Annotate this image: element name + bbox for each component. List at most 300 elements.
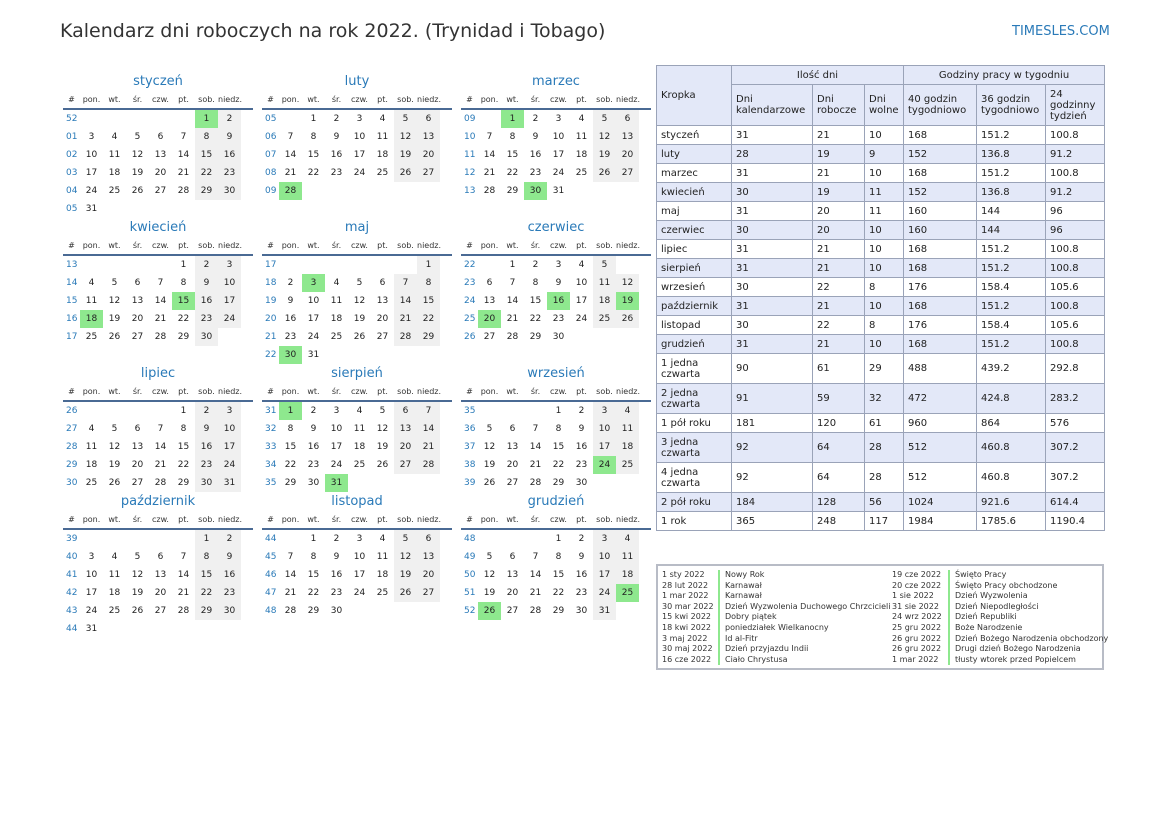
day-cell[interactable]: 16 <box>195 438 218 456</box>
day-cell[interactable]: 28 <box>177 606 190 616</box>
day-cell[interactable]: 29 <box>506 186 519 196</box>
day-cell[interactable]: 11 <box>376 132 389 142</box>
day-cell[interactable]: 19 <box>483 588 496 598</box>
day-cell[interactable]: 7 <box>287 552 294 562</box>
day-cell[interactable]: 15 <box>529 296 542 306</box>
day-cell[interactable]: 26 <box>616 310 639 328</box>
day-cell[interactable]: 12 <box>394 548 417 566</box>
day-cell[interactable]: 6 <box>616 110 639 128</box>
day-cell[interactable]: 27 <box>154 186 167 196</box>
day-cell[interactable]: 1 <box>180 260 187 270</box>
day-cell[interactable]: 19 <box>616 292 639 310</box>
day-cell[interactable]: 5 <box>593 110 616 128</box>
day-cell[interactable]: 2 <box>310 406 317 416</box>
day-cell[interactable]: 18 <box>330 314 343 324</box>
day-cell[interactable]: 21 <box>483 168 496 178</box>
day-cell[interactable]: 17 <box>353 570 366 580</box>
day-cell[interactable]: 4 <box>356 406 363 416</box>
day-cell[interactable]: 17 <box>330 442 343 452</box>
day-cell[interactable]: 9 <box>532 132 539 142</box>
day-cell[interactable]: 10 <box>330 424 343 434</box>
day-cell[interactable]: 19 <box>483 460 496 470</box>
day-cell[interactable]: 12 <box>593 128 616 146</box>
day-cell[interactable]: 22 <box>529 314 542 324</box>
day-cell[interactable]: 13 <box>154 150 167 160</box>
day-cell[interactable]: 7 <box>394 274 417 292</box>
day-cell[interactable]: 2 <box>333 114 340 124</box>
day-cell[interactable]: 8 <box>555 424 562 434</box>
day-cell[interactable]: 16 <box>218 146 241 164</box>
day-cell[interactable]: 11 <box>353 424 366 434</box>
day-cell[interactable]: 12 <box>353 296 366 306</box>
day-cell[interactable]: 28 <box>177 186 190 196</box>
day-cell[interactable]: 14 <box>529 570 542 580</box>
day-cell[interactable]: 22 <box>307 588 320 598</box>
day-cell[interactable]: 20 <box>154 588 167 598</box>
day-cell[interactable]: 22 <box>177 460 190 470</box>
day-cell[interactable]: 25 <box>575 168 588 178</box>
day-cell[interactable]: 12 <box>108 296 121 306</box>
day-cell[interactable]: 26 <box>131 186 144 196</box>
day-cell[interactable]: 9 <box>555 278 562 288</box>
day-cell[interactable]: 5 <box>486 552 493 562</box>
day-cell[interactable]: 7 <box>180 132 187 142</box>
day-cell[interactable]: 26 <box>483 478 496 488</box>
day-cell[interactable]: 2 <box>287 278 294 288</box>
day-cell[interactable]: 11 <box>616 548 639 566</box>
day-cell[interactable]: 12 <box>394 128 417 146</box>
day-cell[interactable]: 27 <box>131 332 144 342</box>
day-cell[interactable]: 8 <box>555 552 562 562</box>
day-cell[interactable]: 2 <box>195 402 218 420</box>
day-cell[interactable]: 7 <box>509 278 516 288</box>
day-cell[interactable]: 7 <box>287 132 294 142</box>
day-cell[interactable]: 2 <box>333 534 340 544</box>
day-cell[interactable]: 4 <box>616 402 639 420</box>
day-cell[interactable]: 9 <box>195 420 218 438</box>
day-cell[interactable]: 24 <box>85 186 98 196</box>
day-cell[interactable]: 30 <box>195 328 218 346</box>
day-cell[interactable]: 10 <box>353 552 366 562</box>
day-cell[interactable]: 21 <box>177 588 190 598</box>
day-cell[interactable]: 1 <box>195 110 218 128</box>
day-cell[interactable]: 25 <box>108 186 121 196</box>
day-cell[interactable]: 30 <box>195 474 218 492</box>
day-cell[interactable]: 22 <box>307 168 320 178</box>
day-cell[interactable]: 2 <box>218 110 241 128</box>
day-cell[interactable]: 26 <box>394 164 417 182</box>
day-cell[interactable]: 12 <box>483 570 496 580</box>
day-cell[interactable]: 9 <box>195 274 218 292</box>
day-cell[interactable]: 24 <box>218 456 241 474</box>
day-cell[interactable]: 16 <box>195 292 218 310</box>
day-cell[interactable]: 2 <box>218 530 241 548</box>
day-cell[interactable]: 8 <box>195 128 218 146</box>
day-cell[interactable]: 1 <box>310 114 317 124</box>
day-cell[interactable]: 17 <box>307 314 320 324</box>
day-cell[interactable]: 20 <box>131 314 144 324</box>
day-cell[interactable]: 16 <box>330 150 343 160</box>
day-cell[interactable]: 6 <box>417 530 440 548</box>
day-cell[interactable]: 19 <box>131 588 144 598</box>
day-cell[interactable]: 26 <box>108 332 121 342</box>
day-cell[interactable]: 27 <box>483 332 496 342</box>
day-cell[interactable]: 15 <box>307 570 320 580</box>
day-cell[interactable]: 29 <box>284 478 297 488</box>
day-cell[interactable]: 26 <box>376 460 389 470</box>
day-cell[interactable]: 8 <box>287 424 294 434</box>
day-cell[interactable]: 27 <box>506 478 519 488</box>
day-cell[interactable]: 20 <box>154 168 167 178</box>
day-cell[interactable]: 11 <box>376 552 389 562</box>
day-cell[interactable]: 8 <box>532 278 539 288</box>
day-cell[interactable]: 23 <box>529 168 542 178</box>
day-cell[interactable]: 30 <box>279 346 302 364</box>
day-cell[interactable]: 13 <box>154 570 167 580</box>
day-cell[interactable]: 2 <box>532 114 539 124</box>
day-cell[interactable]: 13 <box>417 548 440 566</box>
day-cell[interactable]: 26 <box>478 602 501 620</box>
day-cell[interactable]: 3 <box>593 402 616 420</box>
day-cell[interactable]: 17 <box>593 566 616 584</box>
day-cell[interactable]: 9 <box>218 548 241 566</box>
day-cell[interactable]: 3 <box>218 256 241 274</box>
day-cell[interactable]: 14 <box>177 570 190 580</box>
day-cell[interactable]: 16 <box>575 442 588 452</box>
day-cell[interactable]: 22 <box>195 584 218 602</box>
day-cell[interactable]: 15 <box>506 150 519 160</box>
day-cell[interactable]: 30 <box>552 332 565 342</box>
day-cell[interactable]: 29 <box>529 332 542 342</box>
day-cell[interactable]: 14 <box>483 150 496 160</box>
day-cell[interactable]: 8 <box>180 424 187 434</box>
day-cell[interactable]: 5 <box>593 256 616 274</box>
day-cell[interactable]: 4 <box>616 530 639 548</box>
day-cell[interactable]: 25 <box>353 460 366 470</box>
day-cell[interactable]: 6 <box>134 278 141 288</box>
day-cell[interactable]: 29 <box>307 606 320 616</box>
day-cell[interactable]: 11 <box>330 296 343 306</box>
day-cell[interactable]: 26 <box>394 584 417 602</box>
day-cell[interactable]: 28 <box>279 182 302 200</box>
day-cell[interactable]: 24 <box>593 584 616 602</box>
day-cell[interactable]: 31 <box>85 204 98 214</box>
day-cell[interactable]: 4 <box>333 278 340 288</box>
day-cell[interactable]: 19 <box>394 566 417 584</box>
day-cell[interactable]: 10 <box>353 132 366 142</box>
day-cell[interactable]: 30 <box>575 606 588 616</box>
day-cell[interactable]: 11 <box>575 132 588 142</box>
day-cell[interactable]: 10 <box>85 570 98 580</box>
day-cell[interactable]: 14 <box>154 442 167 452</box>
day-cell[interactable]: 20 <box>478 310 501 328</box>
day-cell[interactable]: 21 <box>154 314 167 324</box>
day-cell[interactable]: 21 <box>154 460 167 470</box>
day-cell[interactable]: 19 <box>108 314 121 324</box>
day-cell[interactable]: 18 <box>616 566 639 584</box>
day-cell[interactable]: 20 <box>394 438 417 456</box>
day-cell[interactable]: 11 <box>85 296 98 306</box>
day-cell[interactable]: 23 <box>330 588 343 598</box>
day-cell[interactable]: 20 <box>506 460 519 470</box>
day-cell[interactable]: 25 <box>108 606 121 616</box>
day-cell[interactable]: 21 <box>417 438 440 456</box>
day-cell[interactable]: 17 <box>218 292 241 310</box>
day-cell[interactable]: 25 <box>593 310 616 328</box>
day-cell[interactable]: 20 <box>131 460 144 470</box>
day-cell[interactable]: 10 <box>552 132 565 142</box>
day-cell[interactable]: 24 <box>85 606 98 616</box>
day-cell[interactable]: 6 <box>379 278 386 288</box>
day-cell[interactable]: 21 <box>506 314 519 324</box>
day-cell[interactable]: 16 <box>218 566 241 584</box>
day-cell[interactable]: 1 <box>555 406 562 416</box>
day-cell[interactable]: 23 <box>284 332 297 342</box>
day-cell[interactable]: 10 <box>593 548 616 566</box>
day-cell[interactable]: 22 <box>552 460 565 470</box>
day-cell[interactable]: 28 <box>154 478 167 488</box>
day-cell[interactable]: 17 <box>353 150 366 160</box>
day-cell[interactable]: 16 <box>330 570 343 580</box>
day-cell[interactable]: 19 <box>131 168 144 178</box>
day-cell[interactable]: 24 <box>353 588 366 598</box>
day-cell[interactable]: 15 <box>552 570 565 580</box>
day-cell[interactable]: 7 <box>532 552 539 562</box>
day-cell[interactable]: 4 <box>88 278 95 288</box>
day-cell[interactable]: 31 <box>552 186 565 196</box>
day-cell[interactable]: 13 <box>417 128 440 146</box>
day-cell[interactable]: 6 <box>486 278 493 288</box>
day-cell[interactable]: 28 <box>506 332 519 342</box>
day-cell[interactable]: 6 <box>157 132 164 142</box>
day-cell[interactable]: 2 <box>578 534 585 544</box>
day-cell[interactable]: 15 <box>552 442 565 452</box>
day-cell[interactable]: 21 <box>529 460 542 470</box>
day-cell[interactable]: 22 <box>506 168 519 178</box>
day-cell[interactable]: 10 <box>218 420 241 438</box>
day-cell[interactable]: 3 <box>593 530 616 548</box>
day-cell[interactable]: 20 <box>417 566 440 584</box>
day-cell[interactable]: 20 <box>506 588 519 598</box>
day-cell[interactable]: 14 <box>177 150 190 160</box>
day-cell[interactable]: 10 <box>307 296 320 306</box>
day-cell[interactable]: 15 <box>195 146 218 164</box>
day-cell[interactable]: 16 <box>284 314 297 324</box>
day-cell[interactable]: 27 <box>417 164 440 182</box>
site-link[interactable]: TIMESLES.COM <box>1012 24 1110 39</box>
day-cell[interactable]: 23 <box>195 310 218 328</box>
day-cell[interactable]: 7 <box>486 132 493 142</box>
day-cell[interactable]: 27 <box>616 164 639 182</box>
day-cell[interactable]: 9 <box>578 424 585 434</box>
day-cell[interactable]: 23 <box>218 164 241 182</box>
day-cell[interactable]: 8 <box>180 278 187 288</box>
day-cell[interactable]: 18 <box>108 588 121 598</box>
day-cell[interactable]: 10 <box>218 274 241 292</box>
day-cell[interactable]: 18 <box>376 150 389 160</box>
day-cell[interactable]: 28 <box>284 606 297 616</box>
day-cell[interactable]: 12 <box>483 442 496 452</box>
day-cell[interactable]: 5 <box>394 110 417 128</box>
day-cell[interactable]: 8 <box>509 132 516 142</box>
day-cell[interactable]: 28 <box>417 456 440 474</box>
day-cell[interactable]: 4 <box>88 424 95 434</box>
day-cell[interactable]: 29 <box>177 332 190 342</box>
day-cell[interactable]: 23 <box>330 168 343 178</box>
day-cell[interactable]: 16 <box>529 150 542 160</box>
day-cell[interactable]: 22 <box>177 314 190 324</box>
day-cell[interactable]: 3 <box>333 406 340 416</box>
day-cell[interactable]: 8 <box>310 552 317 562</box>
day-cell[interactable]: 9 <box>333 552 340 562</box>
day-cell[interactable]: 30 <box>524 182 547 200</box>
day-cell[interactable]: 12 <box>376 424 389 434</box>
day-cell[interactable]: 21 <box>284 168 297 178</box>
day-cell[interactable]: 25 <box>330 332 343 342</box>
day-cell[interactable]: 27 <box>154 606 167 616</box>
day-cell[interactable]: 11 <box>593 274 616 292</box>
day-cell[interactable]: 3 <box>302 274 325 292</box>
day-cell[interactable]: 11 <box>85 442 98 452</box>
day-cell[interactable]: 12 <box>131 570 144 580</box>
day-cell[interactable]: 11 <box>108 570 121 580</box>
day-cell[interactable]: 7 <box>417 402 440 420</box>
day-cell[interactable]: 6 <box>134 424 141 434</box>
day-cell[interactable]: 8 <box>310 132 317 142</box>
day-cell[interactable]: 28 <box>154 332 167 342</box>
day-cell[interactable]: 30 <box>218 602 241 620</box>
day-cell[interactable]: 28 <box>529 606 542 616</box>
day-cell[interactable]: 21 <box>529 588 542 598</box>
day-cell[interactable]: 15 <box>177 442 190 452</box>
day-cell[interactable]: 22 <box>417 310 440 328</box>
day-cell[interactable]: 25 <box>376 588 389 598</box>
day-cell[interactable]: 23 <box>307 460 320 470</box>
day-cell[interactable]: 22 <box>552 588 565 598</box>
day-cell[interactable]: 25 <box>616 456 639 474</box>
day-cell[interactable]: 2 <box>578 406 585 416</box>
day-cell[interactable]: 29 <box>177 478 190 488</box>
day-cell[interactable]: 24 <box>552 168 565 178</box>
day-cell[interactable]: 18 <box>575 150 588 160</box>
day-cell[interactable]: 3 <box>218 402 241 420</box>
day-cell[interactable]: 9 <box>333 132 340 142</box>
day-cell[interactable]: 1 <box>555 534 562 544</box>
day-cell[interactable]: 18 <box>85 460 98 470</box>
day-cell[interactable]: 15 <box>417 292 440 310</box>
day-cell[interactable]: 31 <box>307 350 320 360</box>
day-cell[interactable]: 25 <box>376 168 389 178</box>
day-cell[interactable]: 28 <box>394 328 417 346</box>
day-cell[interactable]: 2 <box>532 260 539 270</box>
day-cell[interactable]: 5 <box>111 278 118 288</box>
day-cell[interactable]: 23 <box>218 584 241 602</box>
day-cell[interactable]: 5 <box>134 552 141 562</box>
day-cell[interactable]: 1 <box>310 534 317 544</box>
day-cell[interactable]: 3 <box>555 260 562 270</box>
day-cell[interactable]: 19 <box>108 460 121 470</box>
day-cell[interactable]: 11 <box>616 420 639 438</box>
day-cell[interactable]: 13 <box>131 442 144 452</box>
day-cell[interactable]: 20 <box>417 146 440 164</box>
day-cell[interactable]: 3 <box>88 132 95 142</box>
day-cell[interactable]: 22 <box>284 460 297 470</box>
day-cell[interactable]: 6 <box>509 552 516 562</box>
day-cell[interactable]: 14 <box>417 420 440 438</box>
day-cell[interactable]: 15 <box>172 292 195 310</box>
day-cell[interactable]: 30 <box>575 478 588 488</box>
day-cell[interactable]: 18 <box>80 310 103 328</box>
day-cell[interactable]: 7 <box>157 278 164 288</box>
day-cell[interactable]: 22 <box>195 164 218 182</box>
day-cell[interactable]: 7 <box>180 552 187 562</box>
day-cell[interactable]: 19 <box>593 146 616 164</box>
day-cell[interactable]: 19 <box>353 314 366 324</box>
day-cell[interactable]: 6 <box>417 110 440 128</box>
day-cell[interactable]: 1 <box>501 110 524 128</box>
day-cell[interactable]: 10 <box>593 420 616 438</box>
day-cell[interactable]: 4 <box>379 114 386 124</box>
day-cell[interactable]: 17 <box>575 296 588 306</box>
day-cell[interactable]: 4 <box>111 132 118 142</box>
day-cell[interactable]: 1 <box>509 260 516 270</box>
day-cell[interactable]: 6 <box>157 552 164 562</box>
day-cell[interactable]: 10 <box>575 278 588 288</box>
day-cell[interactable]: 9 <box>578 552 585 562</box>
day-cell[interactable]: 12 <box>131 150 144 160</box>
day-cell[interactable]: 9 <box>218 128 241 146</box>
day-cell[interactable]: 17 <box>85 588 98 598</box>
day-cell[interactable]: 14 <box>284 150 297 160</box>
day-cell[interactable]: 31 <box>218 474 241 492</box>
day-cell[interactable]: 6 <box>509 424 516 434</box>
day-cell[interactable]: 21 <box>177 168 190 178</box>
day-cell[interactable]: 16 <box>575 570 588 580</box>
day-cell[interactable]: 12 <box>616 274 639 292</box>
day-cell[interactable]: 24 <box>593 456 616 474</box>
day-cell[interactable]: 27 <box>506 606 519 616</box>
day-cell[interactable]: 18 <box>616 438 639 456</box>
day-cell[interactable]: 30 <box>307 478 320 488</box>
day-cell[interactable]: 31 <box>85 624 98 634</box>
day-cell[interactable]: 25 <box>85 332 98 342</box>
day-cell[interactable]: 29 <box>417 328 440 346</box>
day-cell[interactable]: 8 <box>417 274 440 292</box>
day-cell[interactable]: 3 <box>555 114 562 124</box>
day-cell[interactable]: 5 <box>356 278 363 288</box>
day-cell[interactable]: 18 <box>108 168 121 178</box>
day-cell[interactable]: 13 <box>483 296 496 306</box>
day-cell[interactable]: 4 <box>578 114 585 124</box>
day-cell[interactable]: 25 <box>616 584 639 602</box>
day-cell[interactable]: 25 <box>85 478 98 488</box>
day-cell[interactable]: 18 <box>353 442 366 452</box>
day-cell[interactable]: 17 <box>218 438 241 456</box>
day-cell[interactable]: 23 <box>575 460 588 470</box>
day-cell[interactable]: 1 <box>279 402 302 420</box>
day-cell[interactable]: 29 <box>552 606 565 616</box>
day-cell[interactable]: 10 <box>85 150 98 160</box>
day-cell[interactable]: 17 <box>593 438 616 456</box>
day-cell[interactable]: 15 <box>195 566 218 584</box>
day-cell[interactable]: 3 <box>356 534 363 544</box>
day-cell[interactable]: 5 <box>486 424 493 434</box>
day-cell[interactable]: 21 <box>284 588 297 598</box>
day-cell[interactable]: 11 <box>108 150 121 160</box>
day-cell[interactable]: 24 <box>307 332 320 342</box>
day-cell[interactable]: 1 <box>417 256 440 274</box>
day-cell[interactable]: 12 <box>108 442 121 452</box>
